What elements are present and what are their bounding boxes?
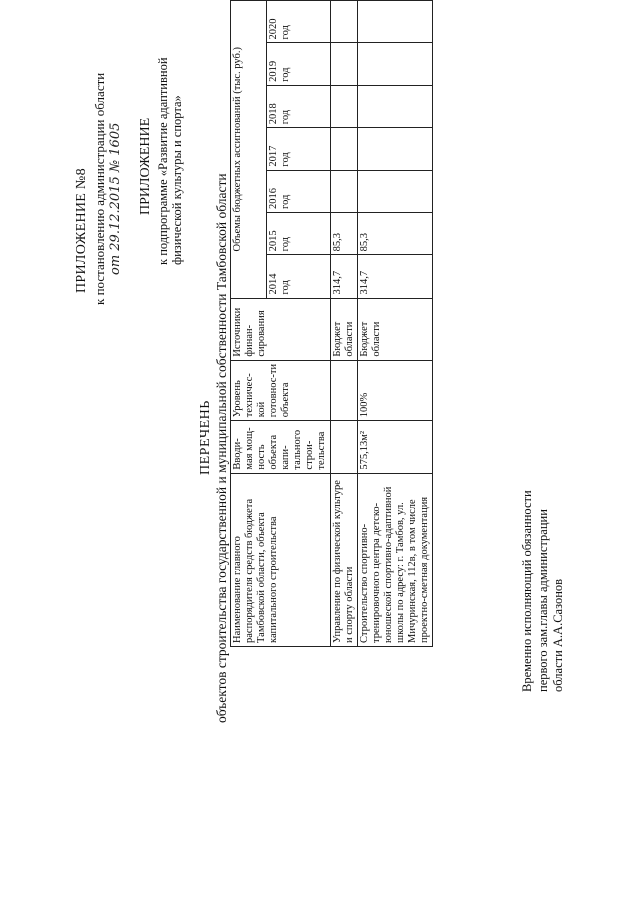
signature-line: области А.А.Сазонов xyxy=(551,578,566,692)
row-name: Управление по физической культуре и спорту области xyxy=(330,473,357,646)
row-value xyxy=(330,128,357,170)
row-value xyxy=(357,1,432,43)
row-value xyxy=(330,43,357,85)
row-value: 314,7 xyxy=(330,255,357,298)
objects-table xyxy=(230,0,433,647)
subprogram-annex-title: ПРИЛОЖЕНИЕ xyxy=(138,117,153,215)
signature-block xyxy=(520,490,567,692)
row-readiness: 100% xyxy=(357,360,432,421)
row-sources: Бюджет области xyxy=(357,298,432,360)
row-value: 85,3 xyxy=(330,212,357,254)
row-sources: Бюджет области xyxy=(330,298,357,360)
table-row xyxy=(330,1,357,647)
header-year: 2020 год xyxy=(266,1,330,43)
header-year: 2019 год xyxy=(266,43,330,85)
table-row xyxy=(357,1,432,647)
header-year: 2016 год xyxy=(266,170,330,212)
subprogram-annex-line: к подпрограмме «Развитие адаптивной xyxy=(156,57,170,265)
document-title: ПЕРЕЧЕНЬ xyxy=(198,400,213,475)
header-year: 2018 год xyxy=(266,85,330,127)
table-header-row xyxy=(231,1,267,647)
header-readiness: Уровень техничес-кой готовнос-ти объекта xyxy=(231,360,331,421)
annex-title: ПРИЛОЖЕНИЕ №8 xyxy=(74,168,89,293)
header-sources: Источники финан-сирования xyxy=(231,298,331,360)
header-volumes: Объемы бюджетных ассигнований (тыс. руб.) xyxy=(231,1,267,299)
row-value xyxy=(357,43,432,85)
row-readiness xyxy=(330,360,357,421)
header-year: 2017 год xyxy=(266,128,330,170)
header-year: 2015 год xyxy=(266,212,330,254)
row-capacity: 575,13м² xyxy=(357,421,432,473)
header-year: 2014 год xyxy=(266,255,330,298)
row-value xyxy=(330,85,357,127)
row-value xyxy=(357,128,432,170)
row-value: 314,7 xyxy=(357,255,432,298)
signature-line: Временно исполняющий обязанности xyxy=(520,490,534,692)
row-value xyxy=(330,1,357,43)
row-value xyxy=(330,170,357,212)
document-subtitle: объектов строительства государственной и муниципальной собственности Тамбовской области xyxy=(214,173,229,723)
row-value: 85,3 xyxy=(357,212,432,254)
row-value xyxy=(357,170,432,212)
header-name: Наименование главного распорядителя средств бюджета Тамбовской области, объекта капитального строительства xyxy=(231,473,331,646)
subprogram-annex-line: физической культуры и спорта» xyxy=(170,95,184,265)
signature-line: первого зам.главы администрации xyxy=(535,509,550,692)
row-value xyxy=(357,85,432,127)
annex-decree-line: к постановлению администрации области xyxy=(92,72,107,305)
row-capacity xyxy=(330,421,357,473)
handwritten-date-number: от 29.12.2015 № 1605 xyxy=(108,122,123,275)
row-name: Строительство спортивно-тренировочного центра детско-юношеской спортивно-адаптивной школы по адресу: г. Тамбов, ул. Мичуринская, 112в, в том числе проектно-сметная документация xyxy=(357,473,432,646)
header-capacity: Вводи-мая мощ-ность объекта капи-тального строи-тельства xyxy=(231,421,331,473)
